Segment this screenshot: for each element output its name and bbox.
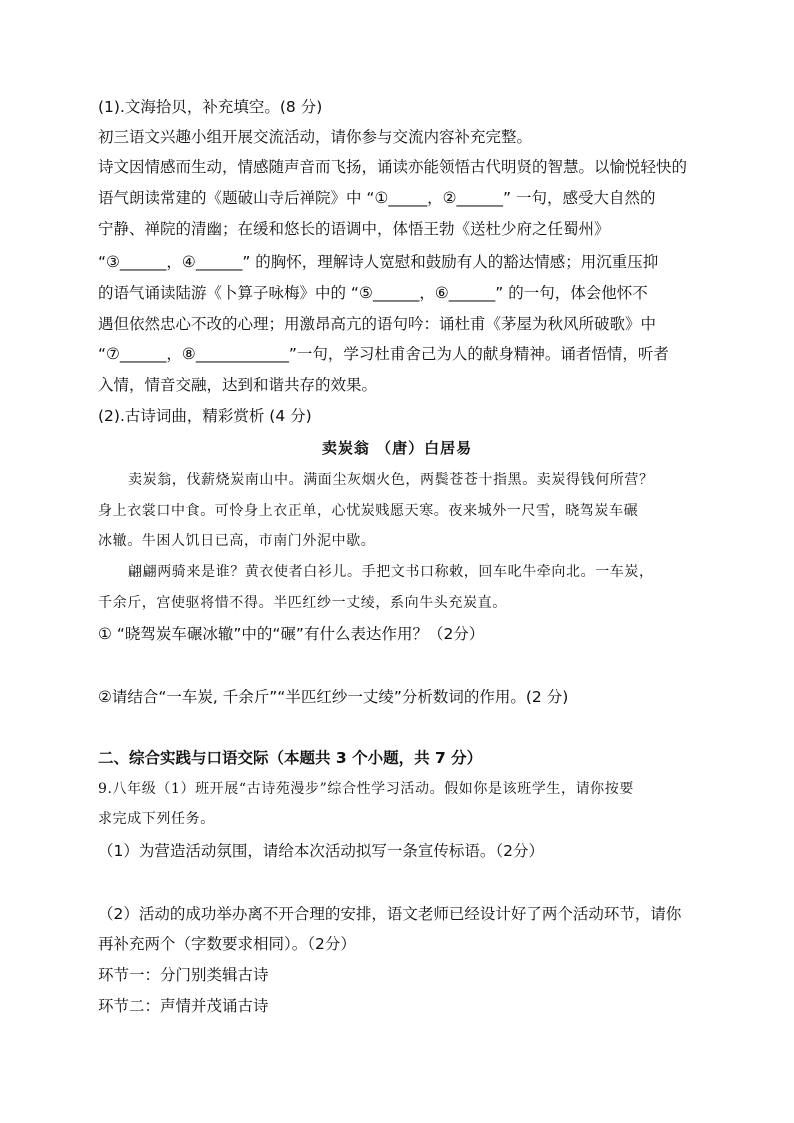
- section-heading: 二、综合实践与口语交际（本题共 3 个小题，共 7 分）: [98, 749, 483, 767]
- q1-line: 诗文因情感而生动，情感随声音而飞扬，诵读亦能领悟古代明贤的智慧。以愉悦轻快的: [98, 158, 688, 176]
- q2-sub-question-2: ②请结合“一车炭, 千余斤”“半匹红纱一丈绫”分析数词的作用。(2 分): [98, 688, 569, 706]
- task-2-line: 再补充两个（字数要求相同）。（2分）: [98, 935, 356, 953]
- q2-header: (2).古诗词曲，精彩赏析 (4 分): [98, 407, 312, 425]
- q1-line: “⑦______，⑧____________”一句，学习杜甫舍己为人的献身精神。诵者悟情，听者: [98, 345, 669, 363]
- task-1: （1）为营造活动氛围，请给本次活动拟写一条宣传标语。（2分）: [98, 842, 544, 860]
- q1-line: 入情，情音交融，达到和谐共存的效果。: [98, 376, 378, 394]
- step-1: 环节一：分门别类辑古诗: [98, 966, 269, 984]
- step-2: 环节二：声情并茂诵古诗: [98, 997, 269, 1015]
- q9-line: 9.八年级（1）班开展“古诗苑漫步”综合性学习活动。假如你是该班学生，请你按要: [98, 781, 634, 797]
- q1-line: 初三语文兴趣小组开展交流活动，请你参与交流内容补充完整。: [98, 128, 533, 146]
- poem-line: 卖炭翁，伐薪烧炭南山中。满面尘灰烟火色，两鬓苍苍十指黑。卖炭得钱何所营？: [128, 472, 654, 488]
- q1-line: 的语气诵读陆游《卜算子咏梅》中的 “⑤______，⑥______” 的一句，体会他怀不: [98, 284, 648, 302]
- poem-line: 身上衣裳口中食。可怜身上衣正单，心忧炭贱愿天寒。夜来城外一尺雪，晓驾炭车碾: [98, 503, 639, 519]
- q1-line: 宁静、禅院的清幽；在缓和悠长的语调中，体悟王勃《送杜少府之任蜀州》: [98, 220, 610, 238]
- q1-line: “③______，④______” 的胸怀，理解诗人宽慰和鼓励有人的豁达情感；用沉重压抑: [98, 253, 659, 271]
- poem-line: 冰辙。牛困人饥日已高，市南门外泥中歇。: [98, 533, 376, 549]
- q2-sub-question-1: ① “晓驾炭车碾冰辙”中的“碾”有什么表达作用？（2分）: [98, 625, 485, 643]
- q1-line: 遇但依然忠心不改的心理；用激昂高亢的语句吟：诵杜甫《茅屋为秋风所破歌》中: [98, 315, 657, 333]
- poem-title: 卖炭翁 （唐）白居易: [321, 439, 473, 457]
- poem-line: 千余斤，宫使驱将惜不得。半匹红纱一丈绫，系向牛头充炭直。: [98, 595, 507, 611]
- q1-line: 语气朗读常建的《题破山寺后禅院》中 “①_____，②______” 一句，感受大自然的: [98, 189, 656, 207]
- poem-line: 翩翩两骑来是谁？黄衣使者白衫儿。手把文书口称敕，回车叱牛牵向北。一车炭，: [128, 564, 654, 580]
- q9-line: 求完成下列任务。: [98, 811, 215, 827]
- task-2-line: （2）活动的成功举办离不开合理的安排，语文老师已经设计好了两个活动环节，请你: [98, 905, 682, 923]
- q1-header: (1).文海拾贝，补充填空。(8 分): [98, 98, 323, 116]
